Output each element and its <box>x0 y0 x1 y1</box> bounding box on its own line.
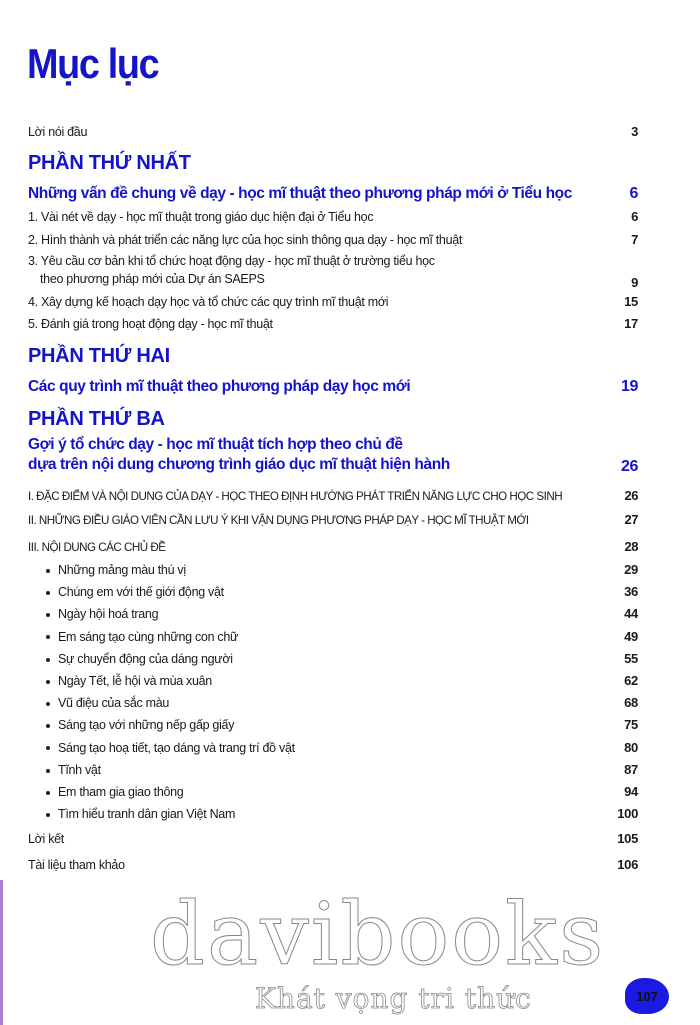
entry-label: Lời kết <box>28 832 64 846</box>
bullet-icon <box>46 769 50 773</box>
entry-label-line1: Gợi ý tổ chức dạy - học mĩ thuật tích hợp theo chủ đề <box>28 436 403 453</box>
entry-page: 49 <box>624 628 638 644</box>
toc-topic-entry[interactable] <box>46 651 638 666</box>
toc-entry-back[interactable] <box>28 831 638 846</box>
entry-page: 75 <box>624 717 638 733</box>
part-heading-1: PHẦN THỨ NHẤT <box>28 152 191 174</box>
bullet-icon <box>46 613 50 617</box>
toc-entry-front[interactable] <box>28 124 638 139</box>
entry-label <box>46 607 158 621</box>
entry-page: 94 <box>624 784 638 799</box>
topic-label: Sáng tạo hoạ tiết, tạo dáng và trang trí đồ vật <box>58 740 295 755</box>
entry-page: 68 <box>624 695 638 711</box>
toc-topic-entry[interactable] <box>46 584 638 599</box>
toc-entry[interactable] <box>28 512 638 527</box>
entry-label: 5. Đánh giá trong hoạt động dạy - học mĩ thuật <box>28 317 273 331</box>
toc-subheading[interactable] <box>28 378 638 396</box>
topic-label: Chúng em với thế giới động vật <box>58 585 224 600</box>
entry-label: 4. Xây dựng kế hoạch dạy học và tổ chức các quy trình mĩ thuật mới <box>28 295 389 309</box>
entry-page: 44 <box>624 606 638 622</box>
entry-label <box>46 563 186 577</box>
entry-page: 55 <box>624 650 638 666</box>
watermark-brand: davibooks <box>150 885 606 985</box>
entry-page: 15 <box>624 294 638 309</box>
entry-label: 1. Vài nét về dạy - học mĩ thuật trong giáo dục hiện đại ở Tiểu học <box>28 210 374 224</box>
toc-topic-entry[interactable] <box>46 695 638 710</box>
toc-topic-entry[interactable] <box>46 629 638 644</box>
bullet-icon <box>46 813 50 817</box>
part-heading-2: PHẦN THỨ HAI <box>28 345 170 367</box>
toc-entry[interactable] <box>28 316 638 331</box>
toc-topic-entry[interactable] <box>46 762 638 777</box>
entry-label-line1: 3. Yêu cầu cơ bản khi tổ chức hoạt động dạy - học mĩ thuật ở trường tiểu học <box>28 254 435 268</box>
entry-label-line2: dựa trên nội dung chương trình giáo dục mĩ thuật hiện hành <box>28 456 450 473</box>
entry-label: II. NHỮNG ĐIỀU GIÁO VIÊN CẦN LƯU Ý KHI VẬN DỤNG PHƯƠNG PHÁP DẠY - HỌC MĨ THUẬT MỚI <box>28 514 529 527</box>
entry-page: 29 <box>624 562 638 577</box>
entry-label <box>46 652 233 666</box>
entry-label <box>46 785 183 799</box>
toc-topic-entry[interactable] <box>46 806 638 821</box>
entry-page: 3 <box>631 124 638 139</box>
topic-label: Sự chuyển động của dáng người <box>58 651 233 666</box>
toc-entry-back[interactable] <box>28 857 638 872</box>
entry-label <box>28 436 450 476</box>
bullet-icon <box>46 724 50 728</box>
entry-page: 6 <box>629 185 638 202</box>
entry-page: 19 <box>621 378 638 395</box>
entry-page: 80 <box>624 739 638 755</box>
entry-label: Tài liệu tham khảo <box>28 858 125 872</box>
entry-label <box>46 696 169 710</box>
entry-label <box>46 630 238 644</box>
bullet-icon <box>46 791 50 795</box>
entry-label <box>46 674 212 688</box>
entry-label-line2: theo phương pháp mới của Dự án SAEPS <box>40 272 265 286</box>
toc-topic-entry[interactable] <box>46 606 638 621</box>
topic-label: Tĩnh vật <box>58 762 101 777</box>
topic-label: Vũ điệu của sắc màu <box>58 696 170 711</box>
entry-page: 105 <box>617 831 638 846</box>
entry-label <box>46 741 295 755</box>
topic-label: Tìm hiểu tranh dân gian Việt Nam <box>58 807 236 822</box>
toc-entry[interactable] <box>28 232 638 247</box>
toc-entry[interactable] <box>28 488 638 503</box>
bullet-icon <box>46 680 50 684</box>
topic-label: Ngày Tết, lễ hội và mùa xuân <box>58 674 212 688</box>
entry-page: 106 <box>617 857 638 872</box>
entry-page: 28 <box>624 539 638 554</box>
topic-label: Em tham gia giao thông <box>58 785 184 799</box>
entry-page: 87 <box>624 761 638 777</box>
topic-label: Những mảng màu thú vị <box>58 563 186 577</box>
bullet-icon <box>46 635 50 639</box>
entry-label: I. ĐẶC ĐIỂM VÀ NỘI DUNG CỦA DẠY - HỌC THEO ĐỊNH HƯỚNG PHÁT TRIỂN NĂNG LỰC CHO HỌC SINH <box>28 490 563 503</box>
toc-topic-entry[interactable] <box>46 673 638 688</box>
bullet-icon <box>46 658 50 662</box>
entry-label: Lời nói đầu <box>28 125 88 139</box>
entry-page: 7 <box>631 232 638 247</box>
page-title: Mục lục <box>27 40 159 87</box>
toc-topic-entry[interactable] <box>46 784 638 799</box>
bullet-icon <box>46 746 50 750</box>
toc-entry[interactable] <box>28 539 638 554</box>
entry-page: 100 <box>617 806 638 822</box>
page-edge <box>0 880 3 1025</box>
topic-label: Ngày hội hoá trang <box>58 607 159 622</box>
toc-entry[interactable] <box>28 209 638 224</box>
entry-page: 6 <box>631 209 638 224</box>
page-number: 107 <box>636 988 658 1004</box>
topic-label: Em sáng tạo cùng những con chữ <box>58 629 239 644</box>
entry-label: III. NỘI DUNG CÁC CHỦ ĐỀ <box>28 541 166 554</box>
entry-label <box>46 718 234 732</box>
entry-page: 36 <box>624 584 638 600</box>
toc-entry[interactable] <box>28 294 638 309</box>
bullet-icon <box>46 591 50 595</box>
entry-page: 26 <box>624 488 638 503</box>
entry-label <box>28 254 435 290</box>
entry-page: 9 <box>631 275 638 290</box>
toc-topic-entry[interactable] <box>46 562 638 577</box>
entry-label: 2. Hình thành và phát triển các năng lực của học sinh thông qua dạy - học mĩ thuật <box>28 233 463 247</box>
entry-page: 62 <box>624 673 638 688</box>
toc-entry[interactable] <box>28 254 638 290</box>
toc-topic-entry[interactable] <box>46 740 638 755</box>
page-number-badge <box>625 978 669 1014</box>
toc-subheading[interactable] <box>28 436 638 476</box>
topic-label: Sáng tạo với những nếp gấp giấy <box>58 718 235 733</box>
entry-page: 17 <box>624 316 638 331</box>
watermark-slogan: Khát vọng tri thức <box>255 982 532 1015</box>
entry-page: 27 <box>624 512 638 527</box>
entry-page: 26 <box>621 458 638 475</box>
entry-label: Những vấn đề chung về dạy - học mĩ thuật theo phương pháp mới ở Tiểu học <box>28 185 572 202</box>
entry-label <box>46 763 101 777</box>
toc-subheading[interactable] <box>28 185 638 203</box>
toc-topic-entry[interactable] <box>46 717 638 732</box>
bullet-icon <box>46 569 50 573</box>
entry-label <box>46 585 224 599</box>
entry-label: Các quy trình mĩ thuật theo phương pháp dạy học mới <box>28 378 411 395</box>
entry-label <box>46 807 235 821</box>
part-heading-3: PHẦN THỨ BA <box>28 408 165 430</box>
bullet-icon <box>46 702 50 706</box>
